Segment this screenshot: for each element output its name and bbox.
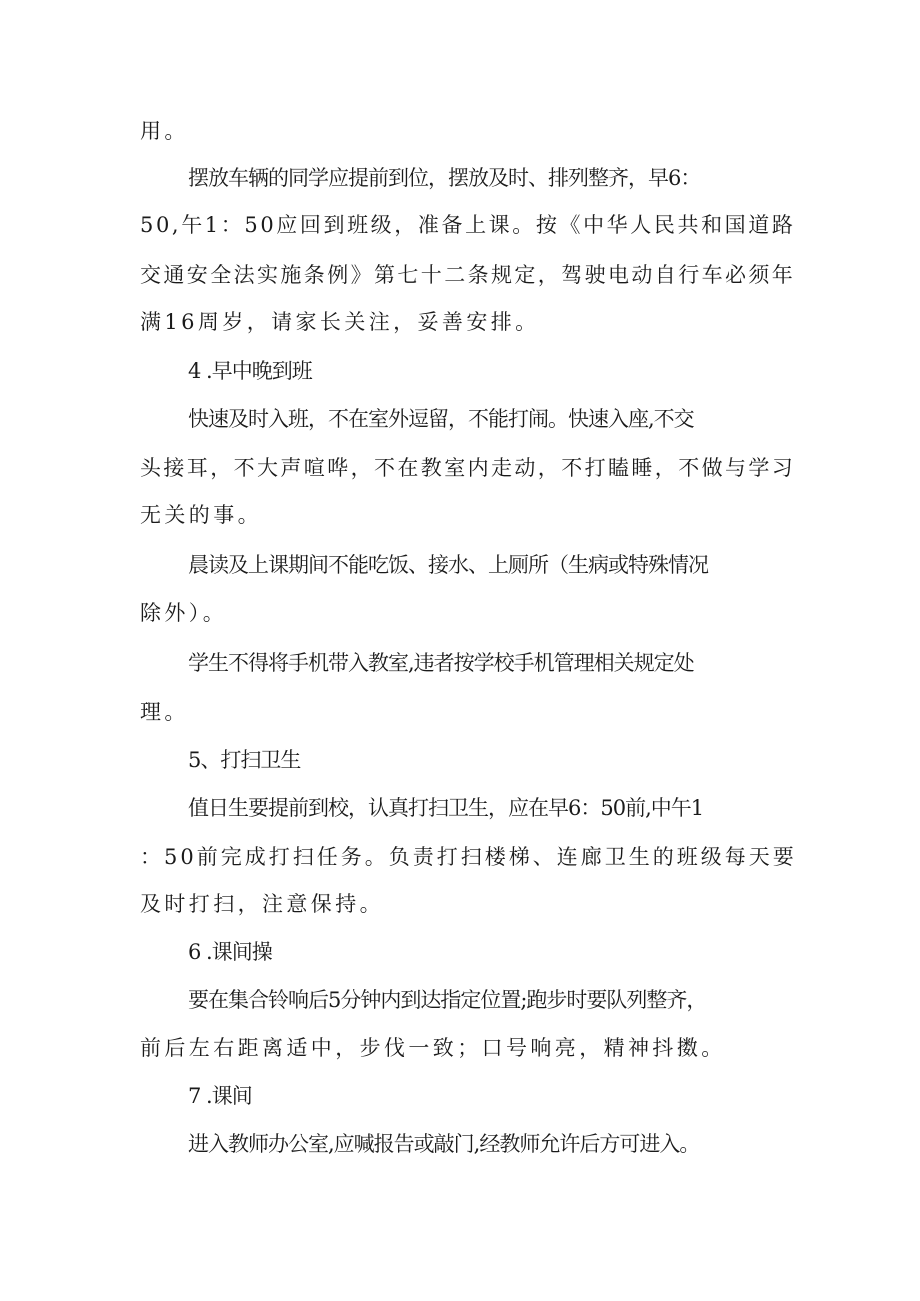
text-line: 晨读及上课期间不能吃饭、接水、上厕所（生病或特殊情况 — [188, 553, 708, 577]
text-line: 进入教师办公室,应喊报告或敲门,经教师允许后方可进入。 — [188, 1132, 700, 1156]
text-line: 前后左右距离适中，步伐一致；口号响亮，精神抖擞。 — [140, 1036, 726, 1060]
section-heading: 5、打扫卫生 — [188, 748, 301, 772]
text-line: ：50前完成打扫任务。负责打扫楼梯、连廊卫生的班级每天要 — [140, 845, 797, 869]
text-line: 无关的事。 — [140, 503, 262, 527]
text-line: 值日生要提前到校，认真打扫卫生，应在早6：50前,中午1 — [188, 796, 704, 820]
section-heading: 4 .早中晚到班 — [188, 359, 312, 383]
text-line: 50,午1：50应回到班级，准备上课。按《中华人民共和国道路 — [140, 213, 796, 237]
text-line: 交通安全法实施条例》第七十二条规定，驾驶电动自行车必须年 — [140, 263, 796, 287]
text-line: 及时打扫，注意保持。 — [140, 892, 384, 916]
text-line: 要在集合铃响后5分钟内到达指定位置;跑步时要队列整齐， — [188, 988, 707, 1012]
text-line: 除外）。 — [140, 601, 228, 625]
text-line: 学生不得将手机带入教室,违者按学校手机管理相关规定处 — [188, 651, 694, 675]
text-line: 满16周岁，请家长关注，妥善安排。 — [140, 310, 540, 334]
section-heading: 7 .课间 — [188, 1084, 252, 1108]
section-heading: 6 .课间操 — [188, 940, 272, 964]
text-line: 快速及时入班，不在室外逗留，不能打闹。快速入座,不交 — [188, 407, 694, 431]
text-line: 理。 — [140, 700, 189, 724]
text-line: 用。 — [140, 119, 189, 143]
text-line: 摆放车辆的同学应提前到位，摆放及时、排列整齐，早6： — [188, 166, 701, 190]
text-line: 头接耳，不大声喧哗，不在教室内走动，不打瞌睡，不做与学习 — [140, 456, 796, 480]
